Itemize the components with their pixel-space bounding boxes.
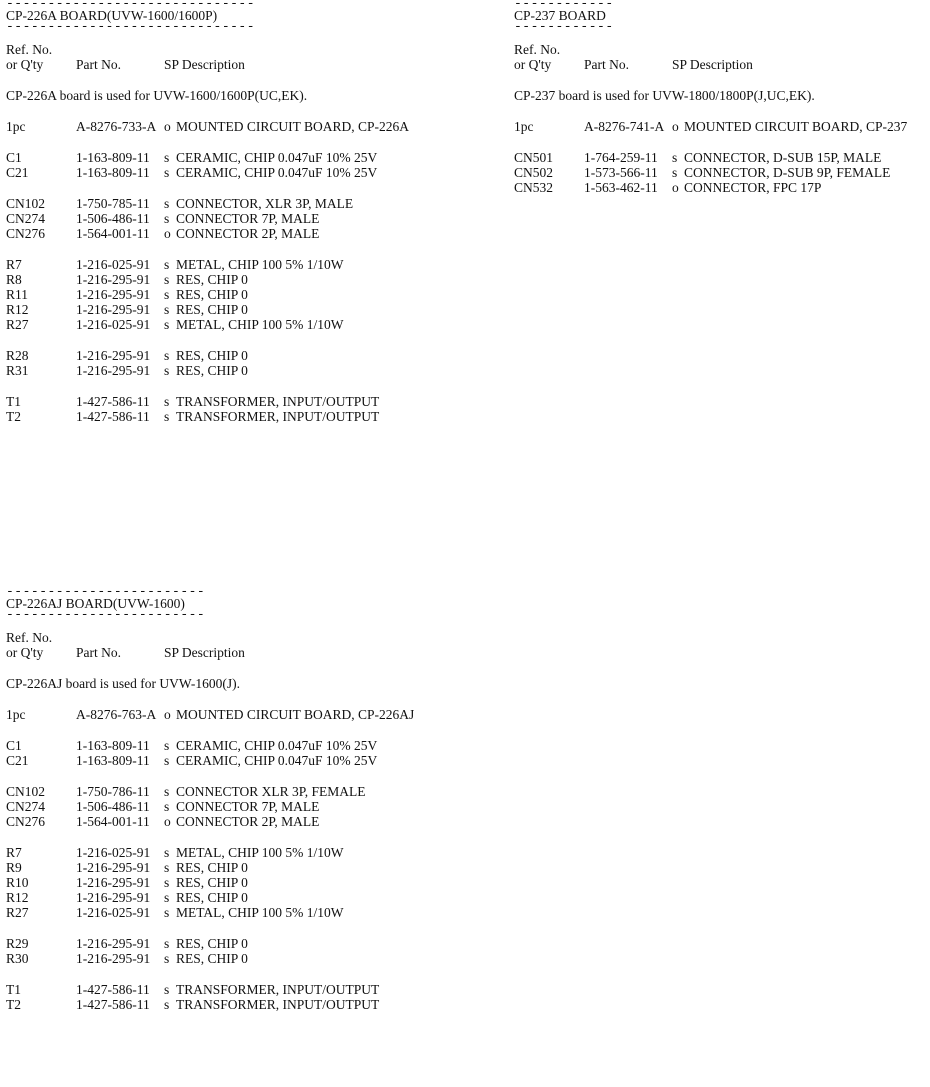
sp-mark: s bbox=[672, 150, 678, 165]
column-header-qty: or Q'ty bbox=[6, 645, 44, 660]
parts-list bbox=[6, 691, 486, 1012]
part-no: 1-216-295-91 bbox=[76, 363, 151, 378]
ref-no: R9 bbox=[6, 860, 22, 875]
ref-no: CN502 bbox=[514, 165, 554, 180]
part-no: 1-573-566-11 bbox=[584, 165, 658, 180]
part-no: 1-427-586-11 bbox=[76, 997, 150, 1012]
section-note: CP-237 board is used for UVW-1800/1800P(J,UC,EK). bbox=[514, 88, 815, 103]
sp-mark: s bbox=[164, 348, 170, 363]
sp-mark: s bbox=[164, 982, 170, 997]
part-description: TRANSFORMER, INPUT/OUTPUT bbox=[176, 409, 380, 424]
ref-no: T2 bbox=[6, 409, 21, 424]
sp-mark: s bbox=[164, 875, 170, 890]
part-no: 1-564-001-11 bbox=[76, 814, 150, 829]
column-header-qty: or Q'ty bbox=[6, 57, 44, 72]
sp-mark: s bbox=[164, 936, 170, 951]
sp-mark: s bbox=[164, 272, 170, 287]
column-header-ref: Ref. No. bbox=[6, 630, 53, 645]
section-cp226a bbox=[6, 0, 486, 424]
ref-no: C21 bbox=[6, 165, 29, 180]
part-description: MOUNTED CIRCUIT BOARD, CP-226AJ bbox=[176, 707, 415, 722]
part-row bbox=[6, 738, 486, 753]
part-description: CERAMIC, CHIP 0.047uF 10% 25V bbox=[176, 753, 378, 768]
sp-mark: o bbox=[164, 119, 171, 134]
sp-mark: s bbox=[164, 363, 170, 378]
sp-mark: s bbox=[164, 317, 170, 332]
parts-list bbox=[6, 103, 486, 424]
part-description: RES, CHIP 0 bbox=[176, 348, 248, 363]
rule-top: ------------------------------ bbox=[6, 0, 256, 8]
part-no: 1-506-486-11 bbox=[76, 211, 150, 226]
ref-no: CN102 bbox=[6, 196, 46, 211]
sp-mark: s bbox=[164, 951, 170, 966]
ref-no: R27 bbox=[6, 317, 29, 332]
part-description: RES, CHIP 0 bbox=[176, 363, 248, 378]
part-description: CONNECTOR 2P, MALE bbox=[176, 814, 320, 829]
sp-mark: s bbox=[164, 394, 170, 409]
ref-no: CN276 bbox=[6, 226, 46, 241]
column-header-desc: SP Description bbox=[672, 57, 753, 72]
ref-no: CN501 bbox=[514, 150, 554, 165]
ref-no: C1 bbox=[6, 738, 22, 753]
sp-mark: s bbox=[164, 409, 170, 424]
column-header-desc: SP Description bbox=[164, 57, 245, 72]
part-no: 1-216-025-91 bbox=[76, 257, 151, 272]
part-row bbox=[6, 845, 486, 860]
part-no: A-8276-763-A bbox=[76, 707, 157, 722]
part-description: METAL, CHIP 100 5% 1/10W bbox=[176, 905, 344, 920]
ref-no: C21 bbox=[6, 753, 29, 768]
rule-top: ------------------------ bbox=[6, 588, 206, 596]
sp-mark: s bbox=[164, 997, 170, 1012]
part-description: RES, CHIP 0 bbox=[176, 890, 248, 905]
sp-mark: s bbox=[672, 165, 678, 180]
part-no: 1-216-295-91 bbox=[76, 951, 151, 966]
column-header bbox=[514, 57, 928, 72]
part-no: 1-216-025-91 bbox=[76, 905, 151, 920]
part-row bbox=[6, 707, 486, 722]
part-no: 1-506-486-11 bbox=[76, 799, 150, 814]
sp-mark: s bbox=[164, 302, 170, 317]
part-description: TRANSFORMER, INPUT/OUTPUT bbox=[176, 394, 380, 409]
part-description: RES, CHIP 0 bbox=[176, 951, 248, 966]
part-row bbox=[6, 951, 486, 966]
part-no: 1-427-586-11 bbox=[76, 394, 150, 409]
sp-mark: o bbox=[672, 180, 679, 195]
sp-mark: s bbox=[164, 165, 170, 180]
ref-no: R28 bbox=[6, 348, 29, 363]
part-description: CONNECTOR, D-SUB 15P, MALE bbox=[684, 150, 882, 165]
part-row bbox=[6, 753, 486, 768]
ref-no: T1 bbox=[6, 394, 21, 409]
ref-no: CN274 bbox=[6, 799, 46, 814]
part-description: RES, CHIP 0 bbox=[176, 936, 248, 951]
sp-mark: s bbox=[164, 738, 170, 753]
sp-mark: s bbox=[164, 784, 170, 799]
part-row bbox=[6, 196, 486, 211]
part-no: 1-563-462-11 bbox=[584, 180, 658, 195]
part-description: RES, CHIP 0 bbox=[176, 875, 248, 890]
part-description: MOUNTED CIRCUIT BOARD, CP-226A bbox=[176, 119, 410, 134]
ref-no: R27 bbox=[6, 905, 29, 920]
part-row bbox=[6, 784, 486, 799]
ref-no: R12 bbox=[6, 890, 29, 905]
ref-no: T1 bbox=[6, 982, 21, 997]
part-description: CONNECTOR 7P, MALE bbox=[176, 211, 320, 226]
part-row bbox=[6, 799, 486, 814]
part-no: 1-427-586-11 bbox=[76, 409, 150, 424]
sp-mark: s bbox=[164, 799, 170, 814]
section-note: CP-226A board is used for UVW-1600/1600P(UC,EK). bbox=[6, 88, 308, 103]
part-description: METAL, CHIP 100 5% 1/10W bbox=[176, 845, 344, 860]
part-row bbox=[6, 394, 486, 409]
column-header-part: Part No. bbox=[584, 57, 629, 72]
part-no: 1-163-809-11 bbox=[76, 165, 150, 180]
part-row bbox=[6, 211, 486, 226]
part-row bbox=[6, 814, 486, 829]
part-description: RES, CHIP 0 bbox=[176, 860, 248, 875]
sp-mark: s bbox=[164, 905, 170, 920]
part-row bbox=[6, 150, 486, 165]
sp-mark: o bbox=[672, 119, 679, 134]
column-header bbox=[6, 57, 486, 72]
ref-no: 1pc bbox=[6, 707, 26, 722]
ref-no: R11 bbox=[6, 287, 29, 302]
sp-mark: s bbox=[164, 890, 170, 905]
ref-no: R10 bbox=[6, 875, 29, 890]
part-no: 1-750-786-11 bbox=[76, 784, 150, 799]
part-no: 1-764-259-11 bbox=[584, 150, 658, 165]
ref-no: 1pc bbox=[6, 119, 26, 134]
column-header-part: Part No. bbox=[76, 57, 121, 72]
part-row bbox=[6, 363, 486, 378]
part-row bbox=[6, 272, 486, 287]
part-description: CONNECTOR, FPC 17P bbox=[684, 180, 822, 195]
column-header-qty: or Q'ty bbox=[514, 57, 552, 72]
sp-mark: s bbox=[164, 150, 170, 165]
part-row bbox=[6, 860, 486, 875]
ref-no: C1 bbox=[6, 150, 22, 165]
part-no: A-8276-741-A bbox=[584, 119, 665, 134]
sp-mark: s bbox=[164, 845, 170, 860]
rule-bottom: ------------ bbox=[514, 23, 614, 31]
part-description: METAL, CHIP 100 5% 1/10W bbox=[176, 317, 344, 332]
part-row bbox=[6, 905, 486, 920]
part-no: 1-216-295-91 bbox=[76, 936, 151, 951]
section-title: CP-226AJ BOARD(UVW-1600) bbox=[6, 596, 185, 611]
sp-mark: s bbox=[164, 196, 170, 211]
part-row bbox=[6, 997, 486, 1012]
part-no: 1-163-809-11 bbox=[76, 753, 150, 768]
part-no: 1-427-586-11 bbox=[76, 982, 150, 997]
part-description: RES, CHIP 0 bbox=[176, 302, 248, 317]
section-title: CP-226A BOARD(UVW-1600/1600P) bbox=[6, 8, 218, 23]
part-description: CONNECTOR 2P, MALE bbox=[176, 226, 320, 241]
column-header-part: Part No. bbox=[76, 645, 121, 660]
column-header-ref: Ref. No. bbox=[6, 42, 53, 57]
section-note: CP-226AJ board is used for UVW-1600(J). bbox=[6, 676, 240, 691]
part-no: 1-216-295-91 bbox=[76, 302, 151, 317]
part-row bbox=[514, 119, 928, 134]
part-description: TRANSFORMER, INPUT/OUTPUT bbox=[176, 997, 380, 1012]
part-row bbox=[6, 226, 486, 241]
parts-list bbox=[514, 103, 928, 195]
part-row bbox=[6, 875, 486, 890]
part-description: CERAMIC, CHIP 0.047uF 10% 25V bbox=[176, 150, 378, 165]
part-description: CONNECTOR, XLR 3P, MALE bbox=[176, 196, 354, 211]
ref-no: R12 bbox=[6, 302, 29, 317]
part-no: 1-564-001-11 bbox=[76, 226, 150, 241]
part-row bbox=[6, 119, 486, 134]
part-row bbox=[6, 317, 486, 332]
part-no: 1-750-785-11 bbox=[76, 196, 150, 211]
ref-no: CN102 bbox=[6, 784, 46, 799]
ref-no: T2 bbox=[6, 997, 21, 1012]
part-description: RES, CHIP 0 bbox=[176, 287, 248, 302]
column-header-desc: SP Description bbox=[164, 645, 245, 660]
part-description: TRANSFORMER, INPUT/OUTPUT bbox=[176, 982, 380, 997]
ref-no: R7 bbox=[6, 845, 22, 860]
part-description: CONNECTOR 7P, MALE bbox=[176, 799, 320, 814]
sp-mark: o bbox=[164, 814, 171, 829]
part-no: 1-216-025-91 bbox=[76, 845, 151, 860]
part-no: 1-216-025-91 bbox=[76, 317, 151, 332]
part-no: A-8276-733-A bbox=[76, 119, 157, 134]
part-description: CERAMIC, CHIP 0.047uF 10% 25V bbox=[176, 165, 378, 180]
sp-mark: s bbox=[164, 211, 170, 226]
section-cp226aj bbox=[6, 588, 486, 1012]
ref-no: CN532 bbox=[514, 180, 554, 195]
part-no: 1-216-295-91 bbox=[76, 287, 151, 302]
ref-no: R31 bbox=[6, 363, 29, 378]
ref-no: 1pc bbox=[514, 119, 534, 134]
part-description: RES, CHIP 0 bbox=[176, 272, 248, 287]
sp-mark: s bbox=[164, 257, 170, 272]
ref-no: R7 bbox=[6, 257, 22, 272]
ref-no: R8 bbox=[6, 272, 22, 287]
part-description: CONNECTOR XLR 3P, FEMALE bbox=[176, 784, 366, 799]
rule-top: ------------ bbox=[514, 0, 614, 8]
rule-bottom: ------------------------------ bbox=[6, 23, 256, 31]
part-no: 1-216-295-91 bbox=[76, 890, 151, 905]
sp-mark: s bbox=[164, 753, 170, 768]
part-row bbox=[514, 180, 928, 195]
part-description: CERAMIC, CHIP 0.047uF 10% 25V bbox=[176, 738, 378, 753]
part-row bbox=[514, 165, 928, 180]
part-row bbox=[6, 409, 486, 424]
part-no: 1-216-295-91 bbox=[76, 272, 151, 287]
part-no: 1-216-295-91 bbox=[76, 348, 151, 363]
ref-no: CN276 bbox=[6, 814, 46, 829]
sp-mark: o bbox=[164, 707, 171, 722]
rule-bottom: ------------------------ bbox=[6, 611, 206, 619]
part-row bbox=[514, 150, 928, 165]
ref-no: CN274 bbox=[6, 211, 46, 226]
part-description: CONNECTOR, D-SUB 9P, FEMALE bbox=[684, 165, 891, 180]
part-row bbox=[6, 257, 486, 272]
part-row bbox=[6, 165, 486, 180]
part-row bbox=[6, 890, 486, 905]
column-header bbox=[6, 645, 486, 660]
part-no: 1-216-295-91 bbox=[76, 860, 151, 875]
part-description: METAL, CHIP 100 5% 1/10W bbox=[176, 257, 344, 272]
part-row bbox=[6, 982, 486, 997]
part-no: 1-163-809-11 bbox=[76, 738, 150, 753]
ref-no: R30 bbox=[6, 951, 29, 966]
column-header-ref: Ref. No. bbox=[514, 42, 561, 57]
part-no: 1-163-809-11 bbox=[76, 150, 150, 165]
part-row bbox=[6, 287, 486, 302]
part-row bbox=[6, 936, 486, 951]
section-cp237 bbox=[514, 0, 928, 195]
ref-no: R29 bbox=[6, 936, 29, 951]
sp-mark: o bbox=[164, 226, 171, 241]
sp-mark: s bbox=[164, 287, 170, 302]
part-description: MOUNTED CIRCUIT BOARD, CP-237 bbox=[684, 119, 908, 134]
section-title: CP-237 BOARD bbox=[514, 8, 606, 23]
part-row bbox=[6, 302, 486, 317]
part-no: 1-216-295-91 bbox=[76, 875, 151, 890]
sp-mark: s bbox=[164, 860, 170, 875]
part-row bbox=[6, 348, 486, 363]
